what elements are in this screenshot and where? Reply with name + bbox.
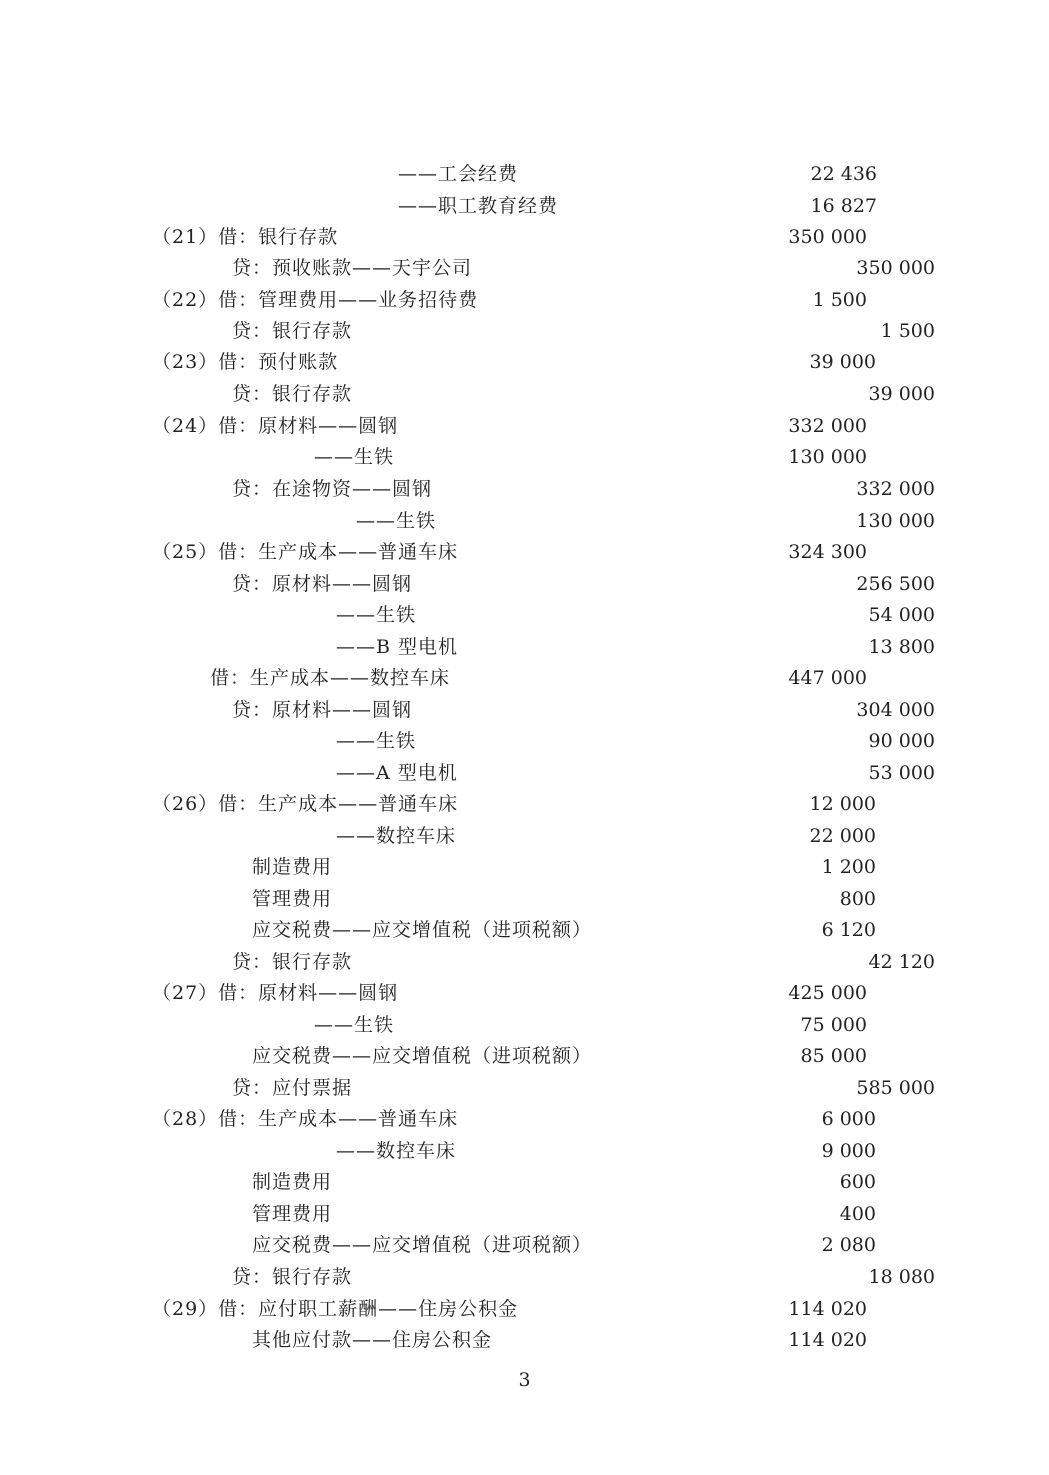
credit-amount: 18 080 xyxy=(868,1266,935,1288)
debit-amount: 75 000 xyxy=(800,1014,867,1036)
account-text: （28）借：生产成本——普通车床 xyxy=(152,1108,459,1130)
account-text: （27）借：原材料——圆钢 xyxy=(152,982,399,1004)
debit-amount: 114 020 xyxy=(788,1329,867,1351)
credit-amount: 304 000 xyxy=(856,699,935,721)
journal-line xyxy=(0,412,1049,440)
journal-line xyxy=(0,1137,1049,1165)
credit-amount: 350 000 xyxy=(856,257,935,279)
journal-line xyxy=(0,664,1049,692)
account-text: （22）借：管理费用——业务招待费 xyxy=(152,289,479,311)
debit-amount: 332 000 xyxy=(788,415,867,437)
account-text: ——生铁 xyxy=(356,510,437,532)
account-text: 贷：在途物资——圆钢 xyxy=(232,478,433,500)
credit-amount: 16 827 xyxy=(810,195,877,217)
credit-amount: 39 000 xyxy=(868,383,935,405)
journal-line xyxy=(0,475,1049,503)
debit-amount: 2 080 xyxy=(821,1234,876,1256)
account-text: （23）借：预付账款 xyxy=(152,351,339,373)
account-text: ——生铁 xyxy=(336,604,417,626)
debit-amount: 85 000 xyxy=(800,1045,867,1067)
account-text: 管理费用 xyxy=(252,1203,333,1225)
journal-line xyxy=(0,853,1049,881)
journal-line xyxy=(0,286,1049,314)
debit-amount: 12 000 xyxy=(809,793,876,815)
account-text: 贷：银行存款 xyxy=(232,383,353,405)
credit-amount: 54 000 xyxy=(868,604,935,626)
journal-line xyxy=(0,1231,1049,1259)
debit-amount: 425 000 xyxy=(788,982,867,1004)
account-text: 其他应付款——住房公积金 xyxy=(252,1329,493,1351)
journal-line xyxy=(0,507,1049,535)
journal-line xyxy=(0,759,1049,787)
journal-line xyxy=(0,601,1049,629)
account-text: 贷：原材料——圆钢 xyxy=(232,573,413,595)
journal-line xyxy=(0,633,1049,661)
credit-amount: 13 800 xyxy=(868,636,935,658)
journal-line xyxy=(0,160,1049,188)
account-text: 贷：预收账款——天宇公司 xyxy=(232,257,473,279)
journal-line xyxy=(0,1042,1049,1070)
debit-amount: 6 120 xyxy=(821,919,876,941)
journal-line xyxy=(0,254,1049,282)
debit-amount: 400 xyxy=(839,1203,876,1225)
account-text: ——B 型电机 xyxy=(336,636,459,658)
credit-amount: 585 000 xyxy=(856,1077,935,1099)
account-text: ——数控车床 xyxy=(336,825,457,847)
debit-amount: 447 000 xyxy=(788,667,867,689)
account-text: ——生铁 xyxy=(314,1014,395,1036)
debit-amount: 800 xyxy=(839,888,876,910)
journal-line xyxy=(0,1263,1049,1291)
journal-line xyxy=(0,1326,1049,1354)
journal-line xyxy=(0,1168,1049,1196)
credit-amount: 22 436 xyxy=(810,163,877,185)
journal-line xyxy=(0,223,1049,251)
account-text: 制造费用 xyxy=(252,1171,333,1193)
debit-amount: 9 000 xyxy=(821,1140,876,1162)
journal-line xyxy=(0,538,1049,566)
account-text: （25）借：生产成本——普通车床 xyxy=(152,541,459,563)
account-text: ——工会经费 xyxy=(398,163,519,185)
debit-amount: 114 020 xyxy=(788,1298,867,1320)
account-text: （21）借：银行存款 xyxy=(152,226,339,248)
debit-amount: 39 000 xyxy=(809,351,876,373)
debit-amount: 130 000 xyxy=(788,446,867,468)
account-text: （26）借：生产成本——普通车床 xyxy=(152,793,459,815)
page-number: 3 xyxy=(518,1369,531,1391)
journal-line xyxy=(0,317,1049,345)
journal-line xyxy=(0,885,1049,913)
journal-line xyxy=(0,1105,1049,1133)
account-text: 应交税费——应交增值税（进项税额） xyxy=(252,1045,593,1067)
journal-line xyxy=(0,727,1049,755)
credit-amount: 42 120 xyxy=(868,951,935,973)
account-text: 借：生产成本——数控车床 xyxy=(210,667,451,689)
account-text: （29）借：应付职工薪酬——住房公积金 xyxy=(152,1298,519,1320)
debit-amount: 350 000 xyxy=(788,226,867,248)
account-text: 贷：银行存款 xyxy=(232,320,353,342)
debit-amount: 600 xyxy=(839,1171,876,1193)
credit-amount: 1 500 xyxy=(880,320,935,342)
journal-line xyxy=(0,948,1049,976)
account-text: ——生铁 xyxy=(336,730,417,752)
credit-amount: 130 000 xyxy=(856,510,935,532)
credit-amount: 332 000 xyxy=(856,478,935,500)
debit-amount: 1 500 xyxy=(812,289,867,311)
journal-line xyxy=(0,1200,1049,1228)
journal-line xyxy=(0,348,1049,376)
account-text: ——数控车床 xyxy=(336,1140,457,1162)
account-text: ——A 型电机 xyxy=(336,762,458,784)
debit-amount: 22 000 xyxy=(809,825,876,847)
journal-line xyxy=(0,1074,1049,1102)
journal-line xyxy=(0,570,1049,598)
journal-line xyxy=(0,443,1049,471)
account-text: ——生铁 xyxy=(314,446,395,468)
account-text: 制造费用 xyxy=(252,856,333,878)
debit-amount: 1 200 xyxy=(821,856,876,878)
journal-line xyxy=(0,1295,1049,1323)
credit-amount: 90 000 xyxy=(868,730,935,752)
journal-line xyxy=(0,192,1049,220)
credit-amount: 53 000 xyxy=(868,762,935,784)
account-text: 贷：原材料——圆钢 xyxy=(232,699,413,721)
account-text: ——职工教育经费 xyxy=(398,195,559,217)
account-text: 贷：银行存款 xyxy=(232,951,353,973)
debit-amount: 6 000 xyxy=(821,1108,876,1130)
journal-line xyxy=(0,696,1049,724)
account-text: 应交税费——应交增值税（进项税额） xyxy=(252,919,593,941)
journal-line xyxy=(0,916,1049,944)
credit-amount: 256 500 xyxy=(856,573,935,595)
journal-line xyxy=(0,822,1049,850)
account-text: 贷：银行存款 xyxy=(232,1266,353,1288)
account-text: 贷：应付票据 xyxy=(232,1077,353,1099)
debit-amount: 324 300 xyxy=(788,541,867,563)
account-text: （24）借：原材料——圆钢 xyxy=(152,415,399,437)
journal-line xyxy=(0,380,1049,408)
journal-line xyxy=(0,790,1049,818)
account-text: 应交税费——应交增值税（进项税额） xyxy=(252,1234,593,1256)
journal-line xyxy=(0,1011,1049,1039)
journal-line xyxy=(0,979,1049,1007)
account-text: 管理费用 xyxy=(252,888,333,910)
